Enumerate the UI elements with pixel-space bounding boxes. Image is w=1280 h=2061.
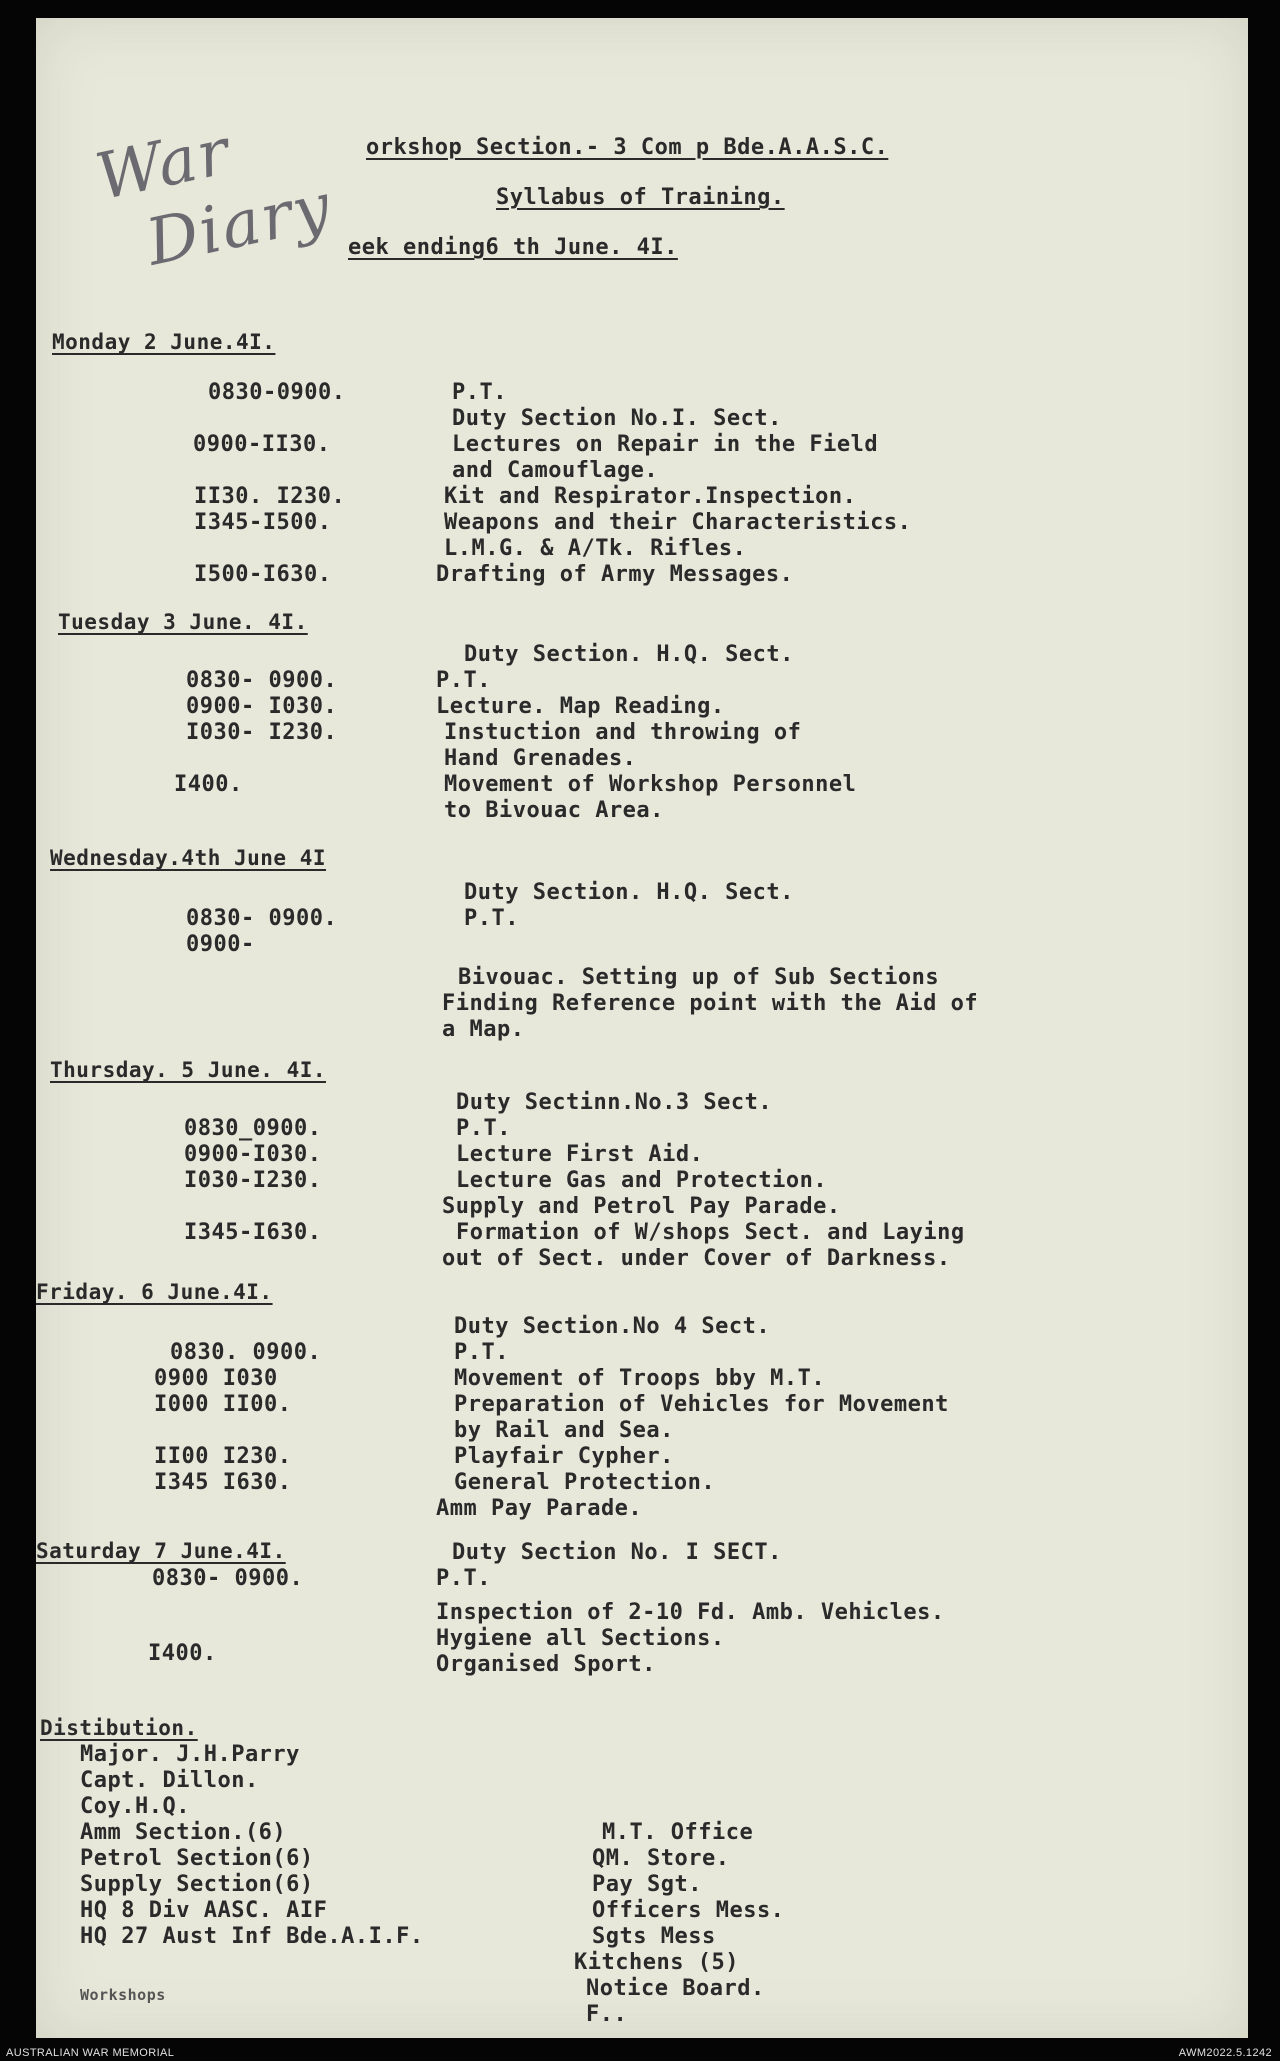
activity-text: Inspection of 2-10 Fd. Amb. Vehicles.: [436, 1600, 945, 1625]
time-slot: 0830- 0900.: [186, 906, 338, 931]
activity-text: to Bivouac Area.: [444, 798, 664, 823]
time-slot: 0900- I030.: [186, 694, 338, 719]
time-slot: 0900-: [186, 932, 255, 957]
day-heading-friday: Friday. 6 June.4I.: [36, 1280, 273, 1304]
activity-text: Lecture. Map Reading.: [436, 694, 725, 719]
time-slot: 0830- 0900.: [152, 1566, 304, 1591]
time-slot: I000 II00.: [154, 1392, 292, 1417]
activity-text: Amm Pay Parade.: [436, 1496, 643, 1521]
activity-text: Lecture Gas and Protection.: [456, 1168, 828, 1193]
activity-text: Weapons and their Characteristics.: [444, 510, 912, 535]
activity-text: Movement of Workshop Personnel: [444, 772, 857, 797]
activity-text: Playfair Cypher.: [454, 1444, 674, 1469]
activity-text: Duty Section No.I. Sect.: [452, 406, 782, 431]
week-ending: eek ending6 th June. 4I.: [348, 235, 678, 260]
activity-text: Preparation of Vehicles for Movement: [454, 1392, 949, 1417]
archive-credit: AUSTRALIAN WAR MEMORIAL: [6, 2047, 175, 2059]
time-slot: 0900-II30.: [193, 432, 331, 457]
activity-text: Movement of Troops bby M.T.: [454, 1366, 826, 1391]
time-slot: I400.: [148, 1641, 217, 1666]
document-title: orkshop Section.- 3 Com p Bde.A.A.S.C.: [366, 135, 889, 160]
activity-text: P.T.: [436, 1566, 491, 1591]
activity-text: P.T.: [464, 906, 519, 931]
day-heading-thursday: Thursday. 5 June. 4I.: [50, 1058, 327, 1082]
time-slot: I345 I630.: [154, 1470, 292, 1495]
time-slot: 0830-0900.: [208, 380, 346, 405]
distribution-right-item: Kitchens (5): [574, 1950, 739, 1975]
handwritten-note-line2: Diary: [140, 169, 339, 281]
distribution-right-item: Sgts Mess: [592, 1924, 716, 1949]
activity-text: Kit and Respirator.Inspection.: [444, 484, 857, 509]
activity-text: and Camouflage.: [452, 458, 659, 483]
activity-text: Drafting of Army Messages.: [436, 562, 794, 587]
activity-text: Duty Section.No 4 Sect.: [454, 1314, 771, 1339]
day-heading-tuesday: Tuesday 3 June. 4I.: [58, 610, 308, 634]
distribution-left-item: Capt. Dillon.: [80, 1768, 259, 1793]
activity-text: Supply and Petrol Pay Parade.: [442, 1194, 841, 1219]
activity-text: by Rail and Sea.: [454, 1418, 674, 1443]
day-heading-wednesday: Wednesday.4th June 4I: [50, 846, 327, 870]
day-heading-saturday: Saturday 7 June.4I.: [36, 1539, 286, 1563]
archive-reference-id: AWM2022.5.1242: [1178, 2047, 1272, 2059]
activity-text: P.T.: [454, 1340, 509, 1365]
distribution-right-item: M.T. Office: [602, 1820, 754, 1845]
time-slot: 0900-I030.: [184, 1142, 322, 1167]
document-page: [36, 18, 1248, 2038]
distribution-left-item: HQ 8 Div AASC. AIF: [80, 1898, 328, 1923]
time-slot: I500-I630.: [194, 562, 332, 587]
time-slot: 0830. 0900.: [170, 1340, 322, 1365]
activity-text: Duty Section. H.Q. Sect.: [464, 880, 794, 905]
activity-text: P.T.: [436, 668, 491, 693]
time-slot: I030-I230.: [184, 1168, 322, 1193]
time-slot: II00 I230.: [154, 1444, 292, 1469]
activity-text: Lecture First Aid.: [456, 1142, 704, 1167]
activity-text: P.T.: [456, 1116, 511, 1141]
time-slot: I400.: [174, 772, 243, 797]
distribution-right-item: QM. Store.: [592, 1846, 730, 1871]
activity-text: Finding Reference point with the Aid of: [442, 991, 979, 1016]
activity-text: Duty Sectinn.No.3 Sect.: [456, 1090, 773, 1115]
activity-text: Instuction and throwing of: [444, 720, 802, 745]
activity-text: General Protection.: [454, 1470, 716, 1495]
time-slot: I345-I630.: [184, 1220, 322, 1245]
document-subtitle: Syllabus of Training.: [496, 185, 785, 210]
activity-text: Hygiene all Sections.: [436, 1626, 725, 1651]
distribution-left-item: Petrol Section(6): [80, 1846, 314, 1871]
activity-text: P.T.: [452, 380, 507, 405]
distribution-left-item: Major. J.H.Parry: [80, 1742, 300, 1767]
distribution-right-item: Notice Board.: [586, 1976, 765, 2001]
activity-text: Lectures on Repair in the Field: [452, 432, 879, 457]
activity-text: Duty Section. H.Q. Sect.: [464, 642, 794, 667]
distribution-heading: Distibution.: [40, 1716, 198, 1740]
distribution-right-item: Pay Sgt.: [592, 1872, 702, 1897]
handwritten-note-line1: War: [89, 114, 238, 216]
workshops-text: Workshops: [80, 1986, 166, 2004]
time-slot: 0830- 0900.: [186, 668, 338, 693]
time-slot: I345-I500.: [194, 510, 332, 535]
activity-text: Formation of W/shops Sect. and Laying: [456, 1220, 965, 1245]
activity-text: Duty Section No. I SECT.: [452, 1540, 782, 1565]
distribution-left-item: Amm Section.(6): [80, 1820, 287, 1845]
time-slot: II30. I230.: [194, 484, 346, 509]
time-slot: I030- I230.: [186, 720, 338, 745]
distribution-right-item: Officers Mess.: [592, 1898, 785, 1923]
activity-text: Bivouac. Setting up of Sub Sections: [458, 965, 940, 990]
distribution-right-item: F..: [586, 2002, 628, 2027]
activity-text: a Map.: [442, 1017, 525, 1042]
distribution-left-item: Supply Section(6): [80, 1872, 314, 1897]
time-slot: 0830_0900.: [184, 1116, 322, 1141]
distribution-left-item: HQ 27 Aust Inf Bde.A.I.F.: [80, 1924, 424, 1949]
time-slot: 0900 I030: [154, 1366, 278, 1391]
activity-text: Organised Sport.: [436, 1652, 656, 1677]
day-heading-monday: Monday 2 June.4I.: [52, 330, 276, 354]
activity-text: L.M.G. & A/Tk. Rifles.: [444, 536, 747, 561]
activity-text: Hand Grenades.: [444, 746, 637, 771]
activity-text: out of Sect. under Cover of Darkness.: [442, 1246, 951, 1271]
distribution-left-item: Coy.H.Q.: [80, 1794, 190, 1819]
